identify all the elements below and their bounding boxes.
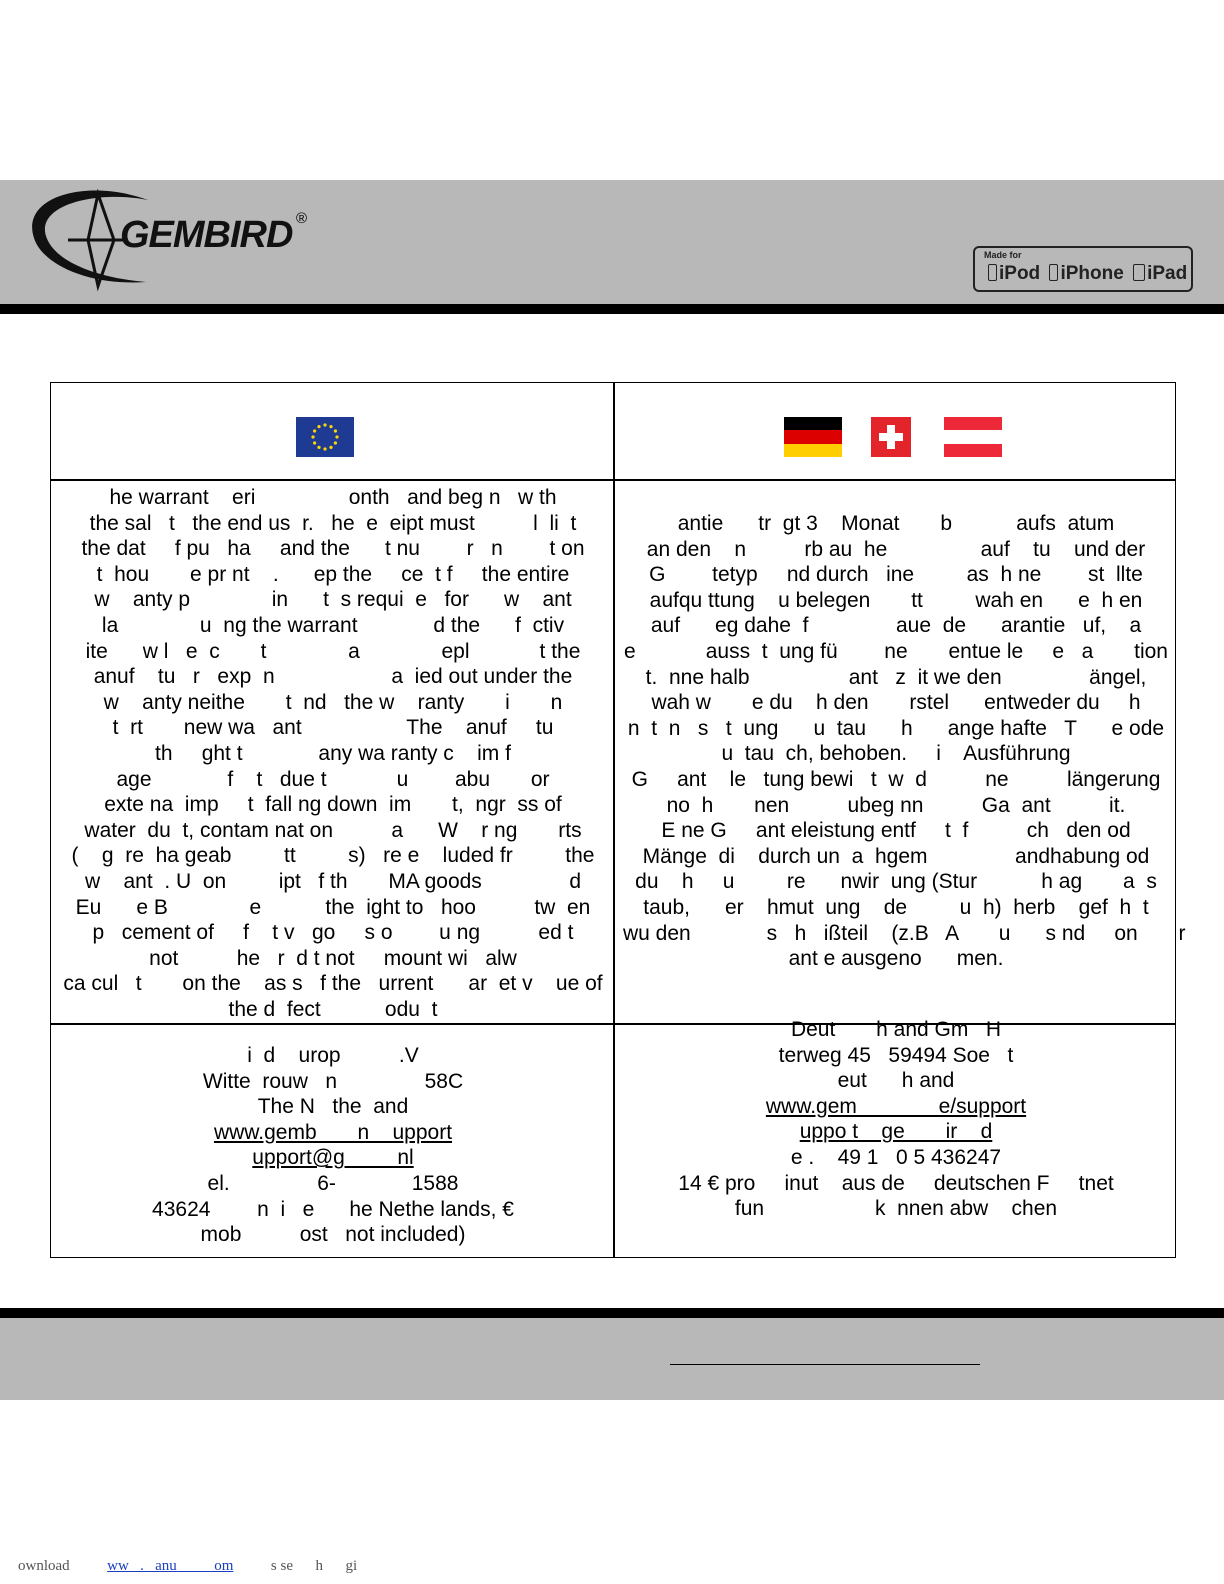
text-line: age f t due t u abu or [116,767,550,791]
text-line: du h u re nwir ung (Stur h ag a s [635,870,1157,894]
text-line: the dat f pu ha and the t nu r n t on [81,537,585,561]
text-line: w anty neithe t nd the w ranty i n [103,690,563,714]
germany-flag-icon [784,417,842,457]
download-suffix: s se h gi [270,1558,358,1574]
warranty-text-en [61,485,605,1022]
text-line: the d fect odu t [228,997,438,1021]
download-bar [18,1558,357,1575]
text-line: w anty p in t s requi e for w ant [94,588,572,612]
switzerland-flag-icon [871,417,911,457]
footer-band [0,1318,1224,1400]
address-line[interactable]: www.gem e/support [765,1094,1027,1118]
device-ipad: iPad [1147,263,1188,284]
text-line: ite w l e c t a epl t the [85,639,581,663]
text-line: w ant . U on ipt f th MA goods d [84,869,582,893]
download-link[interactable]: ww . anu om [107,1558,234,1574]
warranty-table [50,382,1186,1258]
text-line: th ght t any wa ranty c im f [155,741,511,765]
footer-rule [0,1308,1224,1318]
address-line[interactable]: uppo t ge ir d [799,1120,993,1144]
text-line: he warrant eri onth and beg n w th [109,486,557,509]
text-line: p cement of f t v go s o u ng ed t [92,921,574,945]
text-line: u tau ch, behoben. i Ausführung [721,742,1071,766]
text-line: an den n rb au he auf tu und der [646,537,1146,561]
address-line: fun k nnen abw chen [734,1197,1058,1221]
text-line: aufqu ttung u belegen tt wah en e h en [649,588,1143,612]
text-line: n t n s t ung u tau h ange hafte T e ode [627,716,1165,740]
address-line: el. 6- 1588 [207,1171,459,1195]
text-line: no h nen ubeg nn Ga ant it. [666,793,1126,817]
registered-mark: ® [296,210,308,227]
text-line: exte na imp t fall ng down im t, ngr ss of [104,793,562,817]
eu-flag-icon [296,417,354,457]
address-line: eut h and [837,1069,955,1093]
brand-name: GEMBIRD [120,214,293,256]
address-line: 43624 n i e he Nethe lands, € [152,1197,514,1221]
text-line: ant e ausgeno men. [788,947,1004,971]
text-line: t hou e pr nt . ep the ce t f the entire [96,562,570,586]
text-line: Mänge di durch un a hgem andhabung od [642,844,1150,868]
device-iphone: iPhone [1060,263,1124,284]
text-line: wah w e du h den rstel entweder du h [651,691,1141,715]
text-line: la u ng the warrant d the f ctiv [101,613,565,637]
ipod-icon [988,264,997,281]
address-line[interactable]: www.gemb n upport [213,1120,453,1144]
text-line: anuf tu r exp n a ied out under the [93,665,573,689]
text-line: ca cul t on the as s f the urrent ar et v ue of [63,972,603,996]
table-column-divider [613,383,615,1257]
text-line: e auss t ung fü ne entue le e a tion [624,639,1168,663]
text-line: wu den s h ißteil (z.B A u s nd on r [623,921,1186,945]
header-rule [0,304,1224,314]
address-line: i d urop .V [247,1044,419,1067]
ipad-icon [1133,264,1145,281]
text-line: taub, er hmut ung de u h) herb gef h t [643,895,1149,919]
address-de [623,1017,1169,1222]
device-list [984,263,1187,285]
text-line: Eu e B e the ight to hoo tw en [75,895,591,919]
device-ipod: iPod [999,263,1041,284]
address-line: Deut h and Gm H [790,1018,1002,1041]
made-for-label: Made for [984,250,1022,260]
address-line: Witte rouw n 58C [202,1069,464,1093]
table-row-divider [51,479,1175,481]
text-line: antie tr gt 3 Monat b aufs atum [677,512,1115,535]
text-line: E ne G ant eleistung entf t f ch den od [661,819,1131,843]
address-line: terweg 45 59494 Soe t [778,1043,1014,1067]
warranty-text-de [623,511,1186,972]
address-line: mob ost not included) [200,1223,466,1247]
text-line: not he r d t not mount wi alw [149,946,517,970]
download-prefix: ownload [18,1558,70,1574]
text-line: ( g re ha geab tt s) re e luded fr the [71,844,595,868]
text-line: t rt new wa ant The anuf tu [112,716,554,740]
address-line[interactable]: upport@g nl [252,1146,414,1170]
address-en [61,1043,605,1248]
text-line: G tetyp nd durch ine as h ne st llte [649,563,1143,587]
address-line: e . 49 1 0 5 436247 [790,1145,1002,1169]
made-for-apple-badge [973,246,1193,292]
footer-underline [670,1364,980,1365]
address-line: The N the and [257,1095,409,1119]
text-line: the sal t the end us r. he e eipt must l li t [89,511,577,535]
address-line: 14 € pro inut aus de deutschen F tnet [678,1171,1114,1195]
text-line: G ant le tung bewi t w d ne längerung [631,767,1161,791]
text-line: auf eg dahe f aue de arantie uf, a [650,614,1142,638]
text-line: water du t, contam nat on a W r ng rts [84,818,582,842]
eu-stars-icon [296,417,354,457]
austria-flag-icon [944,417,1002,457]
iphone-icon [1049,264,1058,281]
text-line: t. nne halb ant z it we den ängel, [645,665,1147,689]
